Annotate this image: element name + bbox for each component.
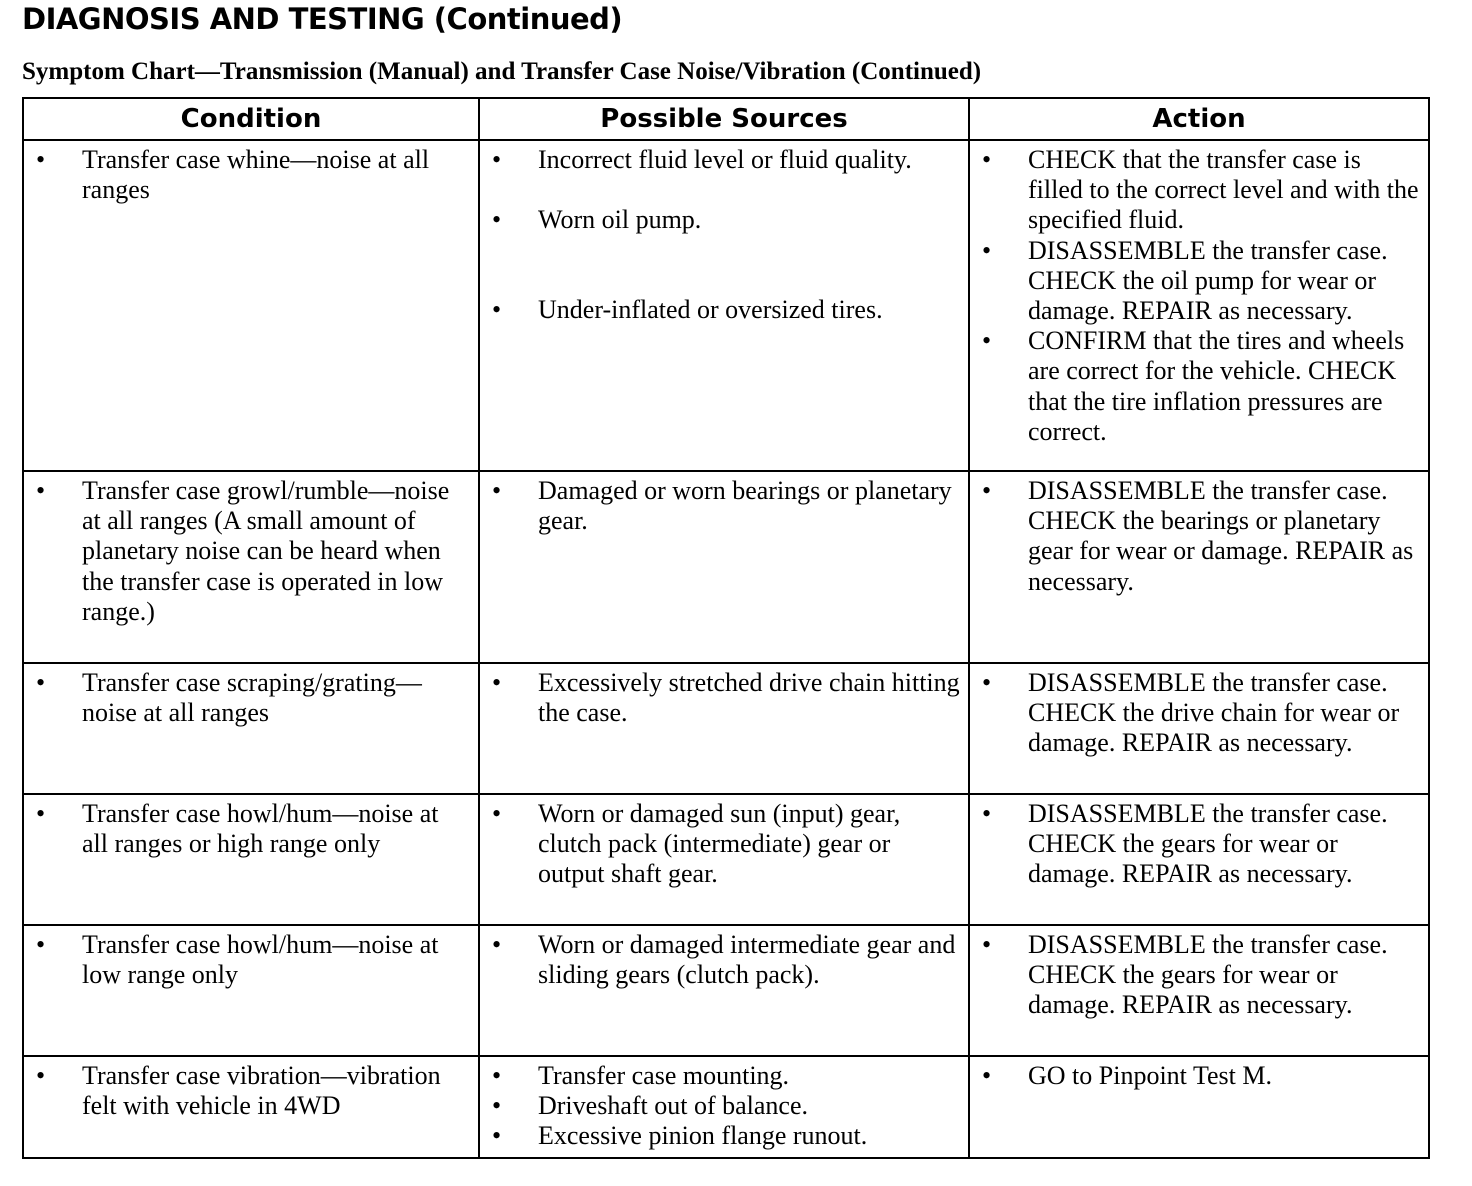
action-text: CONFIRM that the tires and wheels are correct for the vehicle. CHECK that the tire inflation pressures are correct.: [1028, 326, 1405, 446]
bullet-icon: •: [492, 1091, 502, 1121]
bullet-icon: •: [36, 799, 46, 828]
list-item: [978, 145, 1420, 236]
possible-sources-cell: [479, 1056, 969, 1158]
list-item: [488, 145, 960, 175]
bullet-icon: •: [982, 326, 992, 356]
table-row: [23, 794, 1429, 925]
source-text: Worn or damaged intermediate gear and sliding gears (clutch pack).: [538, 930, 956, 990]
action-text: DISASSEMBLE the transfer case. CHECK the drive chain for wear or damage. REPAIR as necessary.: [1028, 668, 1400, 758]
action-text: GO to Pinpoint Test M.: [1028, 1061, 1273, 1090]
source-text: Worn oil pump.: [538, 205, 702, 235]
possible-sources-cell: [479, 925, 969, 1056]
table-row: [23, 925, 1429, 1056]
bullet-icon: •: [36, 1061, 46, 1090]
table-row: [23, 663, 1429, 794]
list-item: [978, 326, 1420, 447]
list-item: [488, 205, 960, 235]
action-cell: [969, 925, 1429, 1056]
column-header-condition: Condition: [23, 98, 479, 140]
possible-sources-cell: [479, 663, 969, 794]
page-heading: DIAGNOSIS AND TESTING (Continued): [22, 2, 623, 36]
bullet-icon: •: [492, 295, 502, 325]
header-row: [23, 98, 1429, 140]
bullet-icon: •: [492, 205, 502, 235]
action-cell: [969, 140, 1429, 471]
list-item: [32, 799, 470, 859]
list-item: [978, 1061, 1420, 1091]
table-row: [23, 471, 1429, 663]
action-text: DISASSEMBLE the transfer case. CHECK the gears for wear or damage. REPAIR as necessary.: [1028, 799, 1388, 889]
possible-sources-cell: [479, 140, 969, 471]
bullet-icon: •: [982, 1061, 992, 1090]
list-item: [978, 476, 1420, 597]
list-item: [32, 145, 470, 205]
possible-sources-cell: [479, 471, 969, 663]
bullet-icon: •: [36, 668, 46, 697]
list-item: [488, 476, 960, 536]
action-cell: [969, 794, 1429, 925]
symptom-chart-table: [22, 97, 1430, 1159]
list-item: [488, 1061, 960, 1091]
source-text: Transfer case mounting.: [538, 1061, 790, 1090]
source-text: Worn or damaged sun (input) gear, clutch pack (intermediate) gear or output shaft gear.: [538, 799, 901, 889]
condition-text: Transfer case howl/hum—noise at low range only: [82, 930, 439, 990]
action-cell: [969, 663, 1429, 794]
list-item: [488, 1121, 960, 1151]
bullet-icon: •: [982, 668, 992, 697]
action-cell: [969, 471, 1429, 663]
list-item: [978, 799, 1420, 890]
list-item: [32, 1061, 470, 1121]
condition-cell: [23, 663, 479, 794]
condition-cell: [23, 471, 479, 663]
list-item: [32, 668, 470, 728]
list-item: [488, 930, 960, 990]
table-row: [23, 1056, 1429, 1158]
condition-cell: [23, 925, 479, 1056]
action-text: DISASSEMBLE the transfer case. CHECK the gears for wear or damage. REPAIR as necessary.: [1028, 930, 1388, 1020]
column-header-possible-sources: Possible Sources: [479, 98, 969, 140]
list-item: [978, 930, 1420, 1021]
list-item: [978, 668, 1420, 759]
condition-text: Transfer case whine—noise at all ranges: [82, 145, 430, 205]
bullet-icon: •: [492, 799, 502, 828]
bullet-icon: •: [982, 799, 992, 828]
condition-cell: [23, 1056, 479, 1158]
list-item: [488, 668, 960, 728]
list-item: [488, 799, 960, 890]
action-text: DISASSEMBLE the transfer case. CHECK the bearings or planetary gear for wear or damage. REPAIR as necessary.: [1028, 476, 1414, 596]
list-item: [32, 476, 470, 627]
source-text: Driveshaft out of balance.: [538, 1091, 809, 1121]
list-item: [488, 295, 960, 325]
condition-text: Transfer case scraping/grating—noise at all ranges: [82, 668, 422, 728]
chart-title: Symptom Chart—Transmission (Manual) and Transfer Case Noise/Vibration (Continued): [22, 58, 982, 85]
bullet-icon: •: [492, 1061, 502, 1090]
condition-cell: [23, 794, 479, 925]
source-text: Damaged or worn bearings or planetary gear.: [538, 476, 952, 536]
bullet-icon: •: [492, 476, 502, 505]
source-text: Incorrect fluid level or fluid quality.: [538, 145, 912, 174]
table-row: [23, 140, 1429, 471]
bullet-icon: •: [36, 476, 46, 505]
list-item: [978, 236, 1420, 327]
list-item: [488, 1091, 960, 1121]
bullet-icon: •: [982, 476, 992, 505]
bullet-icon: •: [36, 930, 46, 959]
possible-sources-cell: [479, 794, 969, 925]
source-text: Excessively stretched drive chain hitting the case.: [538, 668, 960, 728]
bullet-icon: •: [492, 145, 502, 174]
action-text: DISASSEMBLE the transfer case. CHECK the oil pump for wear or damage. REPAIR as necessary.: [1028, 235, 1388, 326]
list-item: [32, 930, 470, 990]
bullet-icon: •: [36, 145, 46, 174]
bullet-icon: •: [492, 1121, 502, 1151]
action-text: CHECK that the transfer case is filled to the correct level and with the specified fluid.: [1028, 145, 1419, 235]
column-header-action: Action: [969, 98, 1429, 140]
source-text: Excessive pinion flange runout.: [538, 1121, 868, 1151]
bullet-icon: •: [982, 145, 992, 174]
bullet-icon: •: [492, 930, 502, 959]
condition-text: Transfer case growl/rumble—noise at all ranges (A small amount of planetary noise can be heard when the transfer case is operated in low range.): [82, 476, 450, 626]
condition-text: Transfer case vibration—vibration felt with vehicle in 4WD: [82, 1061, 441, 1121]
source-text: Under-inflated or oversized tires.: [538, 295, 883, 325]
bullet-icon: •: [492, 668, 502, 697]
action-cell: [969, 1056, 1429, 1158]
condition-cell: [23, 140, 479, 471]
condition-text: Transfer case howl/hum—noise at all ranges or high range only: [82, 799, 439, 859]
bullet-icon: •: [982, 930, 992, 959]
bullet-icon: •: [982, 235, 992, 265]
